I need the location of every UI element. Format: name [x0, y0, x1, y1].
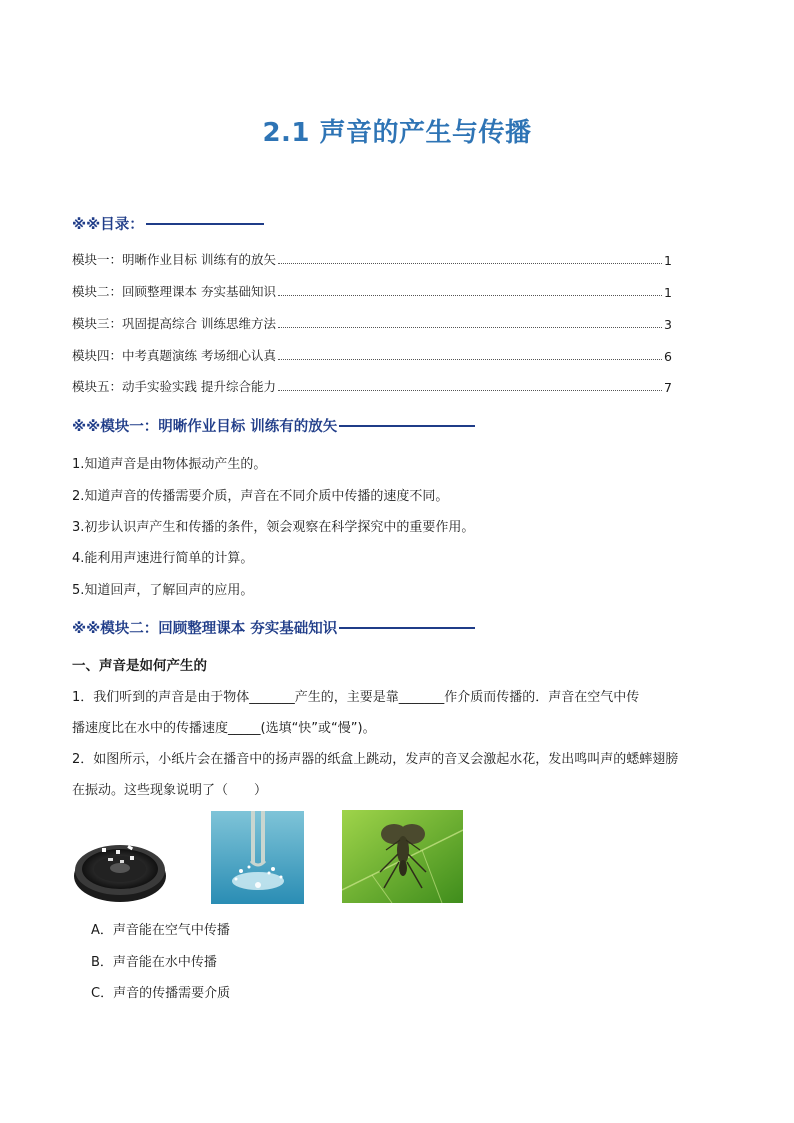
toc-heading-text: ※※目录： — [72, 217, 144, 233]
toc-item-label: 模块一：明晰作业目标 训练有的放矢 — [72, 252, 276, 267]
toc-leader — [278, 327, 662, 328]
heading-rule — [339, 425, 475, 427]
toc-item-label: 模块二：回顾整理课本 夯实基础知识 — [72, 284, 276, 299]
question-2-line-2: 在振动。这些现象说明了（ ） — [72, 783, 268, 798]
question-1-line-1: 1．我们听到的声音是由于物体_______产生的，主要是靠_______作介质而传播的．声音在空气中传 — [72, 690, 640, 705]
toc-leader — [278, 390, 662, 391]
toc-leader — [278, 263, 662, 264]
module2-heading — [72, 617, 475, 638]
toc-item-page: 1 — [664, 285, 672, 300]
toc-heading — [72, 213, 264, 234]
heading-rule — [339, 627, 475, 629]
cricket-leaf-image — [342, 810, 463, 903]
option-b[interactable]: B．声音能在水中传播 — [91, 955, 217, 970]
toc-item-label: 模块三：巩固提高综合 训练思维方法 — [72, 316, 276, 331]
page-title: 2.1 声音的产生与传播 — [262, 118, 532, 148]
toc-item[interactable] — [72, 346, 672, 364]
toc-item[interactable] — [72, 282, 672, 300]
question-2-line-1: 2．如图所示，小纸片会在播音中的扬声器的纸盒上跳动，发声的音叉会激起水花，发出鸣叫声的蟋蟀翅膀 — [72, 752, 679, 767]
question-1-line-2: 播速度比在水中的传播速度_____(选填“快”或“慢”)。 — [72, 721, 376, 736]
goal-item: 3.初步认识声产生和传播的条件，领会观察在科学探究中的重要作用。 — [72, 520, 475, 535]
goal-item: 1.知道声音是由物体振动产生的。 — [72, 457, 267, 472]
goal-item: 4.能利用声速进行简单的计算。 — [72, 551, 254, 566]
module1-heading — [72, 415, 475, 436]
option-a[interactable]: A．声音能在空气中传播 — [91, 923, 230, 938]
tuning-fork-water-image — [211, 811, 304, 904]
goal-item: 5.知道回声，了解回声的应用。 — [72, 583, 254, 598]
toc-leader — [278, 295, 662, 296]
toc-item-page: 3 — [664, 317, 672, 332]
goal-item: 2.知道声音的传播需要介质，声音在不同介质中传播的速度不同。 — [72, 489, 449, 504]
toc-item-page: 1 — [664, 253, 672, 268]
option-c[interactable]: C．声音的传播需要介质 — [91, 986, 231, 1001]
module2-heading-text: ※※模块二：回顾整理课本 夯实基础知识 — [72, 621, 338, 637]
toc-item[interactable] — [72, 314, 672, 332]
speaker-image — [72, 820, 168, 906]
heading-rule — [146, 223, 264, 225]
toc-item-label: 模块四：中考真题演练 考场细心认真 — [72, 348, 276, 363]
toc-item[interactable] — [72, 250, 672, 268]
toc-item-page: 6 — [664, 349, 672, 364]
toc-item-label: 模块五：动手实验实践 提升综合能力 — [72, 379, 276, 394]
toc-item-page: 7 — [664, 380, 672, 395]
toc-leader — [278, 359, 662, 360]
subsection-heading: 一、声音是如何产生的 — [72, 658, 207, 674]
toc-item[interactable] — [72, 377, 672, 395]
module1-heading-text: ※※模块一：明晰作业目标 训练有的放矢 — [72, 419, 338, 435]
